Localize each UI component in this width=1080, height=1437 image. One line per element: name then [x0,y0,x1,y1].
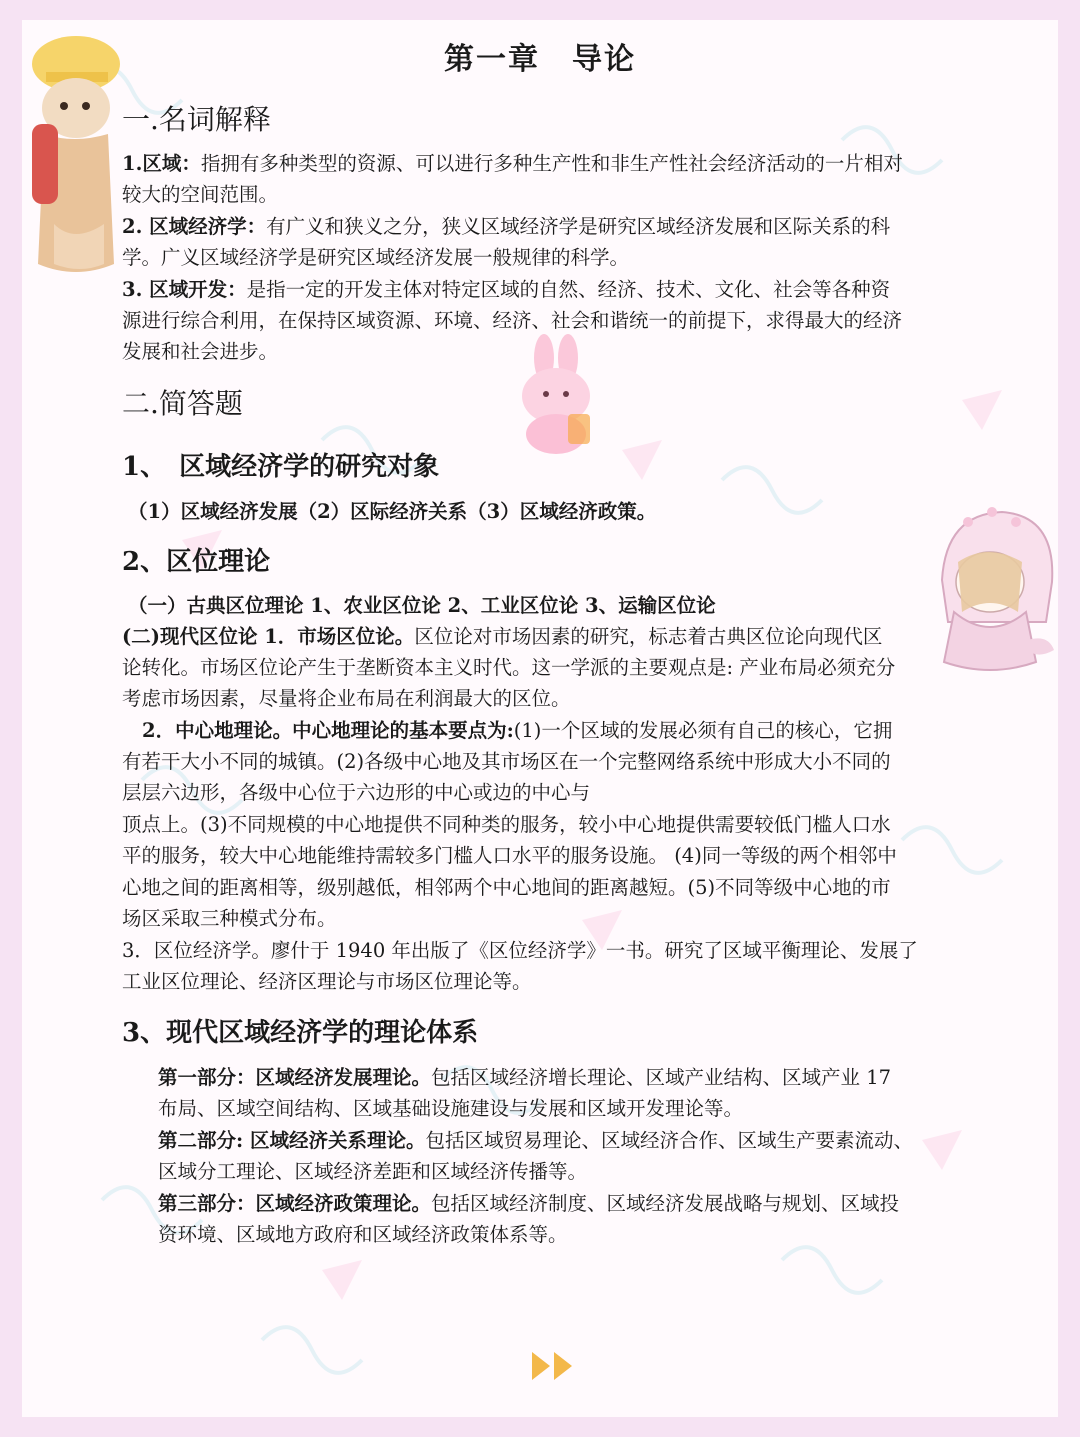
definition-text: 指拥有多种类型的资源、可以进行多种生产性和非生产性社会经济活动的一片相对 [200,152,903,175]
location-economics-line-2: 工业区位理论、经济区理论与市场区位理论等。 [122,970,532,993]
central-place-line-1 [142,715,892,746]
modern-location-line-3: 考虑市场因素，尽量将企业布局在利润最大的区位。 [122,687,571,710]
central-place-line-4: 顶点上。(3)不同规模的中心地提供不同种类的服务，较小中心地提供需要较低门槛人口水 [122,813,891,836]
definition-regional-development-line-1 [122,274,890,305]
part-3-label: 第三部分：区域经济政策理论。 [158,1192,432,1215]
question-1-heading: 1、 区域经济学的研究对象 [122,452,440,482]
section-heading-definitions: 一.名词解释 [122,103,271,136]
central-place-line-5: 平的服务，较大中心地能维持需较多门槛人口水平的服务设施。 (4)同一等级的两个相邻中 [122,844,897,867]
definition-text: 是指一定的开发主体对特定区域的自然、经济、技术、文化、社会等各种资 [246,278,891,301]
definition-region-line-1 [122,148,903,179]
modern-location-line-1 [122,621,882,652]
chapter-title: 第一章 导论 [444,42,636,77]
question-2-heading: 2、区位理论 [122,547,271,577]
paragraph-text: 区位论对市场因素的研究，标志着古典区位论向现代区 [414,625,883,648]
term-region: 1.区域： [122,152,201,175]
paragraph-text: (1)一个区域的发展必须有自己的核心，它拥 [513,719,893,742]
classical-location-theory: （一）古典区位理论 1、农业区位论 2、工业区位论 3、运输区位论 [128,594,716,617]
part-2-label: 第二部分: 区域经济关系理论。 [158,1129,426,1152]
question-1-answer: （1）区域经济发展（2）区际经济关系（3）区域经济政策。 [128,500,657,523]
central-place-label: 2．中心地理论。中心地理论的基本要点为: [142,719,514,742]
document-body [22,20,1058,1417]
paragraph-text: 包括区域经济制度、区域经济发展战略与规划、区域投 [431,1192,900,1215]
part-1-line-2: 布局、区域空间结构、区域基础设施建设与发展和区域开发理论等。 [158,1097,744,1120]
central-place-line-7: 场区采取三种模式分布。 [122,907,337,930]
modern-location-label: (二)现代区位论 1．市场区位论。 [122,625,415,648]
central-place-line-2: 有若干大小不同的城镇。(2)各级中心地及其市场区在一个完整网络系统中形成大小不同的 [122,750,891,773]
modern-location-line-2: 论转化。市场区位论产生于垄断资本主义时代。这一学派的主要观点是: 产业布局必须充分 [122,656,896,679]
definition-region-line-2: 较大的空间范围。 [122,183,279,206]
question-3-heading: 3、现代区域经济学的理论体系 [122,1018,479,1048]
page-frame [22,20,1058,1417]
term-regional-development: 3. 区域开发： [122,278,247,301]
location-economics-line-1: 3．区位经济学。廖什于 1940 年出版了《区位经济学》一书。研究了区域平衡理论、发展了 [122,939,918,962]
central-place-line-6: 心地之间的距离相等，级别越低，相邻两个中心地间的距离越短。(5)不同等级中心地的市 [122,876,891,899]
definition-text: 有广义和狭义之分，狭义区域经济学是研究区域经济发展和区际关系的科 [266,215,891,238]
definition-regional-economics-line-2: 学。广义区域经济学是研究区域经济发展一般规律的科学。 [122,246,630,269]
definition-regional-development-line-2: 源进行综合利用，在保持区域资源、环境、经济、社会和谐统一的前提下，求得最大的经济 [122,309,903,332]
part-3-line-2: 资环境、区域地方政府和区域经济政策体系等。 [158,1223,568,1246]
part-2-line-1 [158,1125,913,1156]
definition-regional-economics-line-1 [122,211,890,242]
definition-regional-development-line-3: 发展和社会进步。 [122,340,279,363]
part-2-line-2: 区域分工理论、区域经济差距和区域经济传播等。 [158,1160,588,1183]
part-1-label: 第一部分：区域经济发展理论。 [158,1066,432,1089]
paragraph-text: 包括区域经济增长理论、区域产业结构、区域产业 17 [431,1066,892,1089]
part-3-line-1 [158,1188,899,1219]
paragraph-text: 包括区域贸易理论、区域经济合作、区域生产要素流动、 [425,1129,914,1152]
term-regional-economics: 2. 区域经济学： [122,215,267,238]
central-place-line-3: 层层六边形，各级中心位于六边形的中心或边的中心与 [122,781,591,804]
part-1-line-1 [158,1062,891,1093]
section-heading-short-answer: 二.简答题 [122,387,243,420]
